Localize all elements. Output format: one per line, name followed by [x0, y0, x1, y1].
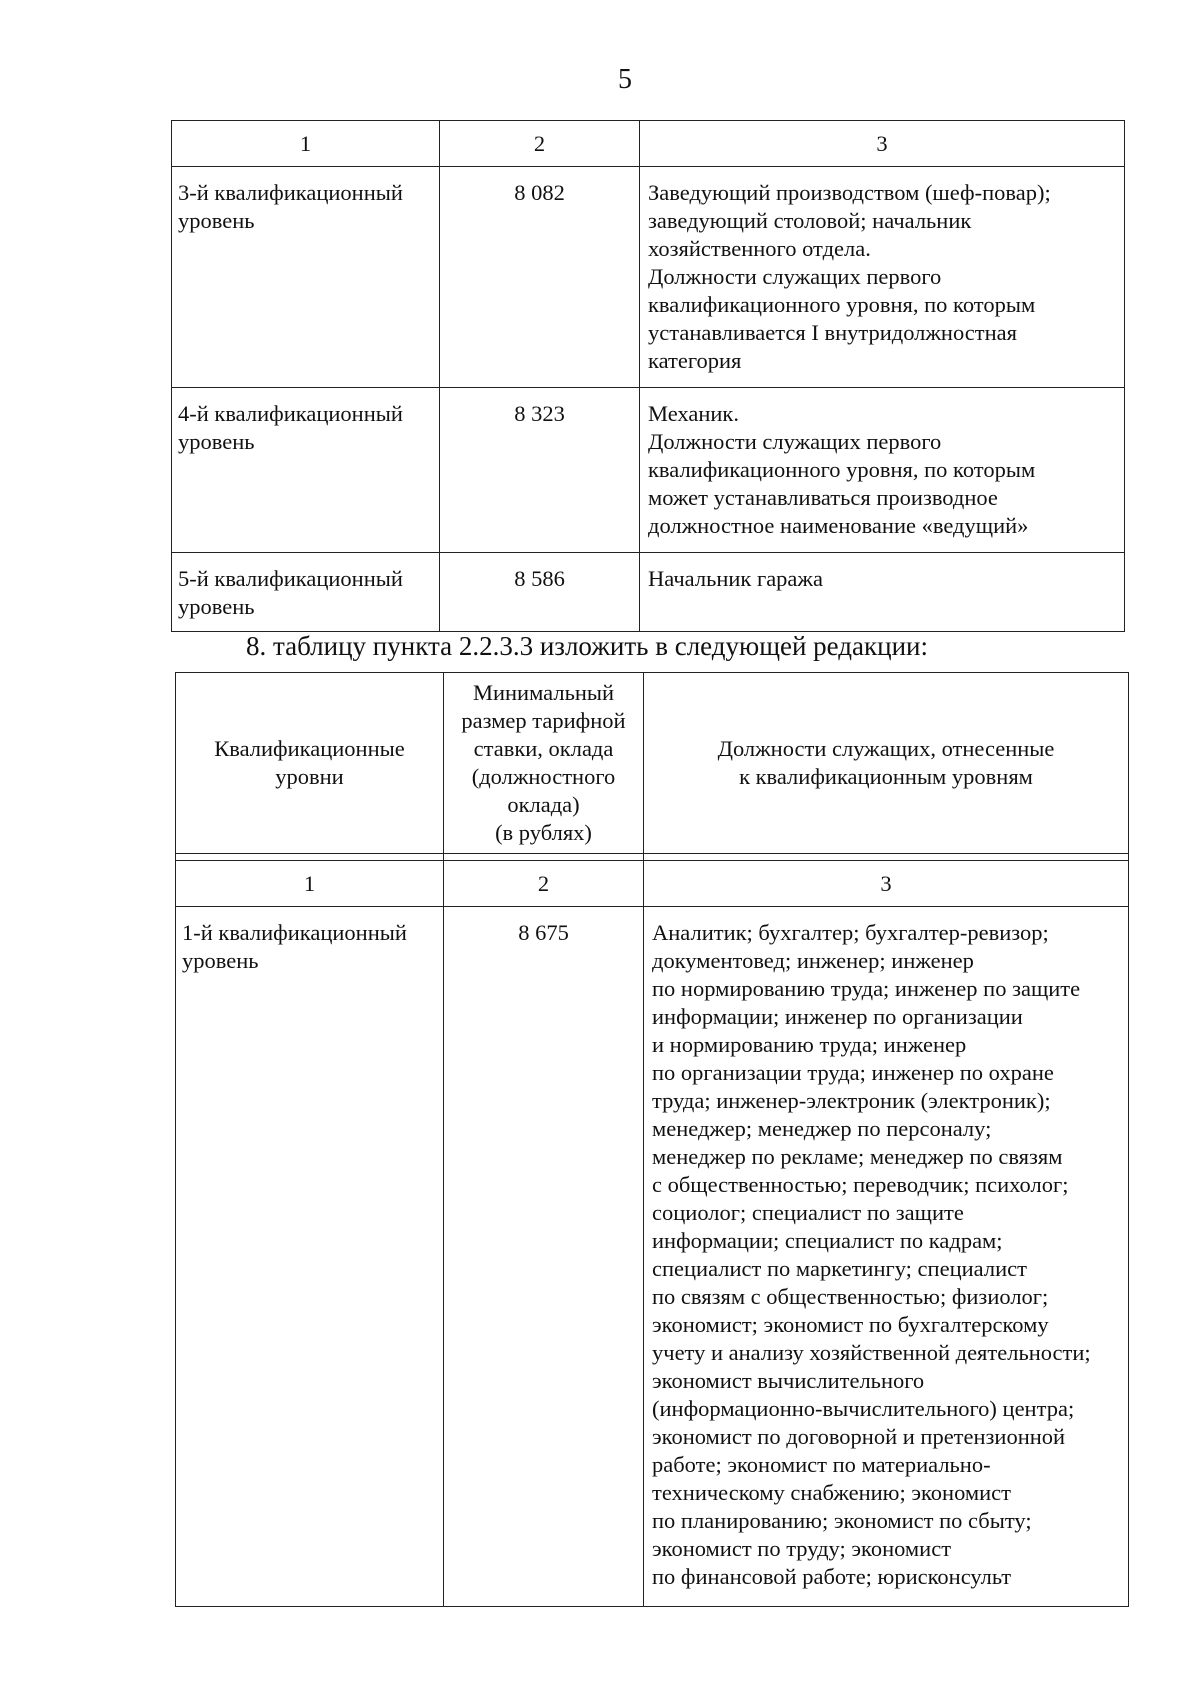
positions-cell — [640, 553, 1125, 632]
positions-line: по нормированию труда; инженер по защите — [652, 976, 1081, 1001]
positions-line: по планированию; экономист по сбыту; — [652, 1508, 1032, 1533]
header-line: (в рублях) — [495, 820, 592, 845]
table-row — [172, 553, 1125, 632]
positions-line: Начальник гаража — [648, 566, 823, 591]
positions-line: Должности служащих первого — [648, 429, 942, 454]
positions-line: (информационно-вычислительного) центра; — [652, 1396, 1075, 1421]
page-number: 5 — [618, 64, 632, 95]
positions-line: может устанавливаться производное — [648, 485, 998, 510]
positions-line: информации; специалист по кадрам; — [652, 1228, 1003, 1253]
amendment-instruction: 8. таблицу пункта 2.2.3.3 изложить в следующей редакции: — [246, 631, 928, 661]
positions-line: Механик. — [648, 401, 739, 426]
positions-line: менеджер; менеджер по персоналу; — [652, 1116, 992, 1141]
salary-value: 8 586 — [440, 553, 640, 632]
header-line: Должности служащих, отнесенные — [717, 736, 1055, 761]
positions-line: труда; инженер-электроник (электроник); — [652, 1088, 1051, 1113]
column-number: 1 — [172, 121, 440, 167]
positions-line: работе; экономист по материально- — [652, 1452, 991, 1477]
qualification-level: 4-й квалификационный уровень — [172, 388, 440, 553]
positions-cell — [644, 907, 1129, 1607]
positions-line: менеджер по рекламе; менеджер по связям — [652, 1144, 1063, 1169]
positions-line: квалификационного уровня, по которым — [648, 457, 1036, 482]
positions-line: устанавливается I внутридолжностная — [648, 320, 1017, 345]
table-row — [172, 167, 1125, 388]
positions-line: заведующий столовой; начальник — [648, 208, 972, 233]
positions-line: и нормированию труда; инженер — [652, 1032, 967, 1057]
column-header-positions — [644, 673, 1129, 854]
qualification-level: 5-й квалификационный уровень — [172, 553, 440, 632]
positions-line: экономист вычислительного — [652, 1368, 925, 1393]
table-row — [172, 388, 1125, 553]
positions-line: квалификационного уровня, по которым — [648, 292, 1036, 317]
positions-line: техническому снабжению; экономист — [652, 1480, 1011, 1505]
positions-line: по связям с общественностью; физиолог; — [652, 1284, 1049, 1309]
positions-line: документовед; инженер; инженер — [652, 948, 974, 973]
positions-line: экономист по договорной и претензионной — [652, 1424, 1066, 1449]
header-line: Квалификационные — [214, 736, 405, 761]
salary-table-continued — [171, 120, 1125, 632]
positions-line: социолог; специалист по защите — [652, 1200, 964, 1225]
positions-line: специалист по маркетингу; специалист — [652, 1256, 1027, 1281]
positions-line: Должности служащих первого — [648, 264, 942, 289]
header-line: (должностного — [471, 764, 616, 789]
positions-cell — [640, 388, 1125, 553]
positions-line: экономист по труду; экономист — [652, 1536, 952, 1561]
column-number: 3 — [640, 121, 1125, 167]
positions-cell — [640, 167, 1125, 388]
salary-value: 8 323 — [440, 388, 640, 553]
salary-table-new — [175, 672, 1129, 1607]
positions-line: с общественностью; переводчик; психолог; — [652, 1172, 1069, 1197]
salary-value: 8 082 — [440, 167, 640, 388]
positions-line: категория — [648, 348, 742, 373]
header-line: Минимальный — [472, 680, 615, 705]
header-line: оклада) — [507, 792, 580, 817]
qualification-level: 1-й квалификационный уровень — [176, 907, 444, 1607]
positions-line: по организации труда; инженер по охране — [652, 1060, 1054, 1085]
positions-line: по финансовой работе; юрисконсульт — [652, 1564, 1012, 1589]
column-number: 2 — [440, 121, 640, 167]
positions-line: экономист; экономист по бухгалтерскому — [652, 1312, 1049, 1337]
positions-line: информации; инженер по организации — [652, 1004, 1023, 1029]
column-numbering-row — [176, 861, 1129, 907]
column-number: 3 — [644, 861, 1129, 907]
header-row — [176, 673, 1129, 854]
header-line: к квалификационным уровням — [739, 764, 1033, 789]
column-header-levels — [176, 673, 444, 854]
header-line: уровни — [275, 764, 344, 789]
header-separator — [176, 854, 1129, 861]
column-header-salary — [444, 673, 644, 854]
column-number: 1 — [176, 861, 444, 907]
positions-line: Аналитик; бухгалтер; бухгалтер-ревизор; — [652, 920, 1049, 945]
salary-value: 8 675 — [444, 907, 644, 1607]
qualification-level: 3-й квалификационный уровень — [172, 167, 440, 388]
positions-line: учету и анализу хозяйственной деятельности; — [652, 1340, 1091, 1365]
table-row — [176, 907, 1129, 1607]
positions-line: хозяйственного отдела. — [648, 236, 871, 261]
header-line: размер тарифной — [461, 708, 626, 733]
column-numbering-row — [172, 121, 1125, 167]
column-number: 2 — [444, 861, 644, 907]
positions-line: Заведующий производством (шеф-повар); — [648, 180, 1051, 205]
positions-line: должностное наименование «ведущий» — [648, 513, 1029, 538]
header-line: ставки, оклада — [473, 736, 614, 761]
